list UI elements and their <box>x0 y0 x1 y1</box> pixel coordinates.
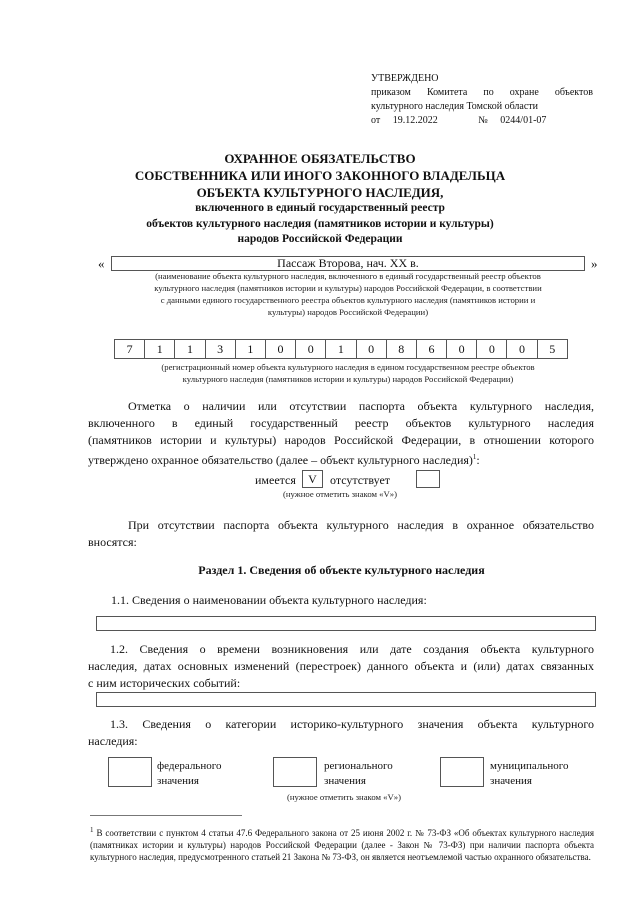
document-title: ОХРАННОЕ ОБЯЗАТЕЛЬСТВО СОБСТВЕННИКА ИЛИ ИНОГО ЗАКОННОГО ВЛАДЕЛЬЦА ОБЪЕКТА КУЛЬТУРНОГО НАСЛЕДИЯ, включенного в единый государственный реестр объектов культурного наследия (памятников истории и культуры) народов Российской Федерации <box>134 151 506 245</box>
absence-paragraph: При отсутствии паспорта объекта культурного наследия в охранное обязательство вносятся: <box>88 518 594 549</box>
item-1-1-label: 1.1. Сведения о наименовании объекта культурного наследия: <box>111 593 427 607</box>
registration-note: (регистрационный номер объекта культурного наследия в едином государственном реестре объектов культурного наследия (памятников истории и культуры) народов Российской Федерации) <box>161 362 535 384</box>
section-1-heading: Раздел 1. Сведения об объекте культурного наследия <box>198 563 485 577</box>
approval-line-3: культурного наследия Томской области <box>371 101 539 112</box>
object-name-input[interactable] <box>96 616 596 631</box>
reg-digit-cell[interactable]: 7 <box>115 340 145 358</box>
reg-digit-cell[interactable]: 0 <box>477 340 507 358</box>
reg-digit-cell[interactable]: 8 <box>387 340 417 358</box>
reg-digit-cell[interactable]: 0 <box>296 340 326 358</box>
passport-absent-checkbox[interactable] <box>416 470 440 488</box>
approval-block <box>371 72 593 128</box>
open-quote: « <box>98 256 105 271</box>
reg-digit-cell[interactable]: 3 <box>206 340 236 358</box>
object-dates-input[interactable] <box>96 692 596 707</box>
category-municipal-checkbox[interactable] <box>440 757 484 787</box>
footnote-ref[interactable]: 1 <box>472 453 477 461</box>
category-federal-checkbox[interactable] <box>108 757 152 787</box>
reg-digit-cell[interactable]: 0 <box>447 340 477 358</box>
footnote-mark: 1 <box>90 826 94 834</box>
reg-digit-cell[interactable]: 1 <box>236 340 266 358</box>
approval-line-2: приказом Комитета по охране объектов <box>371 87 593 98</box>
approval-date-line: от 19.12.2022 № 0244/01-07 <box>371 115 547 126</box>
reg-digit-cell[interactable]: 6 <box>417 340 447 358</box>
footnote-text: В соответствии с пунктом 4 статьи 47.6 Федерального закона от 25 июня 2002 г. № 73-ФЗ «Об объектах культурного наследия (памятниках истории и культуры) народов Российской Федерации (далее - Закон № 73-ФЗ) при наличии паспорта объекта культурного наследия, предусмотренного статьей 21 Закона № 73-ФЗ, он является неотъемлемой частью охранного обязательства. <box>90 828 595 862</box>
category-regional-label: регионального значения <box>324 760 393 787</box>
footnote-divider <box>90 815 242 816</box>
reg-digit-cell[interactable]: 0 <box>507 340 537 358</box>
passport-absent-label: отсутствует <box>330 473 391 487</box>
close-quote: » <box>591 256 598 271</box>
approval-date: 19.12.2022 <box>392 115 438 126</box>
category-municipal-label: муниципального значения <box>490 760 569 787</box>
reg-digit-cell[interactable]: 0 <box>266 340 296 358</box>
passport-has-label: имеется <box>255 473 296 487</box>
passport-paragraph: Отметка о наличии или отсутствии паспорта объекта культурного наследия, включенного в единый государственный реестр объектов культурного наследия (памятников истории и культуры) народов Российской Федерации, в отношении которого утверждено охранное обязательство (далее – объект культурного наследия)$^1$: <box>88 399 594 467</box>
footnote <box>90 824 594 863</box>
reg-digit-cell[interactable]: 1 <box>175 340 205 358</box>
reg-digit-cell[interactable]: 5 <box>549 342 556 356</box>
passport-mark-hint: (нужное отметить знаком «V») <box>282 489 398 499</box>
reg-digit-cell[interactable]: 1 <box>326 340 356 358</box>
category-federal-label: федерального значения <box>157 760 222 787</box>
reg-digit-cell[interactable]: 0 <box>357 340 387 358</box>
reg-digit-cell[interactable]: 1 <box>145 340 175 358</box>
object-name-note: (наименование объекта культурного наследия, включенного в единый государственный реестр объектов культурного наследия (памятников истории и культуры) народов Российской Федерации, в соответствии с данными единого государственного реестра объектов культурного наследия (памятников истории и культуры) народов Российской Федерации) <box>154 271 542 317</box>
passport-has-checkbox[interactable]: V <box>302 470 323 488</box>
category-mark-hint: (нужное отметить знаком «V») <box>286 792 402 802</box>
object-name-field[interactable]: Пассаж Второва, нач. XX в. <box>111 256 585 271</box>
approval-number: 0244/01-07 <box>500 115 547 126</box>
item-1-3-label: 1.3. Сведения о категории историко-культурного значения объекта культурного наследия: <box>88 717 594 748</box>
item-1-2-label: 1.2. Сведения о времени возникновения или дате создания объекта культурного наследия, датах основных изменений (перестроек) данного объекта и (или) датах связанных с ним исторических событий: <box>88 642 594 690</box>
registration-number-grid <box>114 339 568 359</box>
approval-title: УТВЕРЖДЕНО <box>371 73 439 84</box>
category-regional-checkbox[interactable] <box>273 757 317 787</box>
